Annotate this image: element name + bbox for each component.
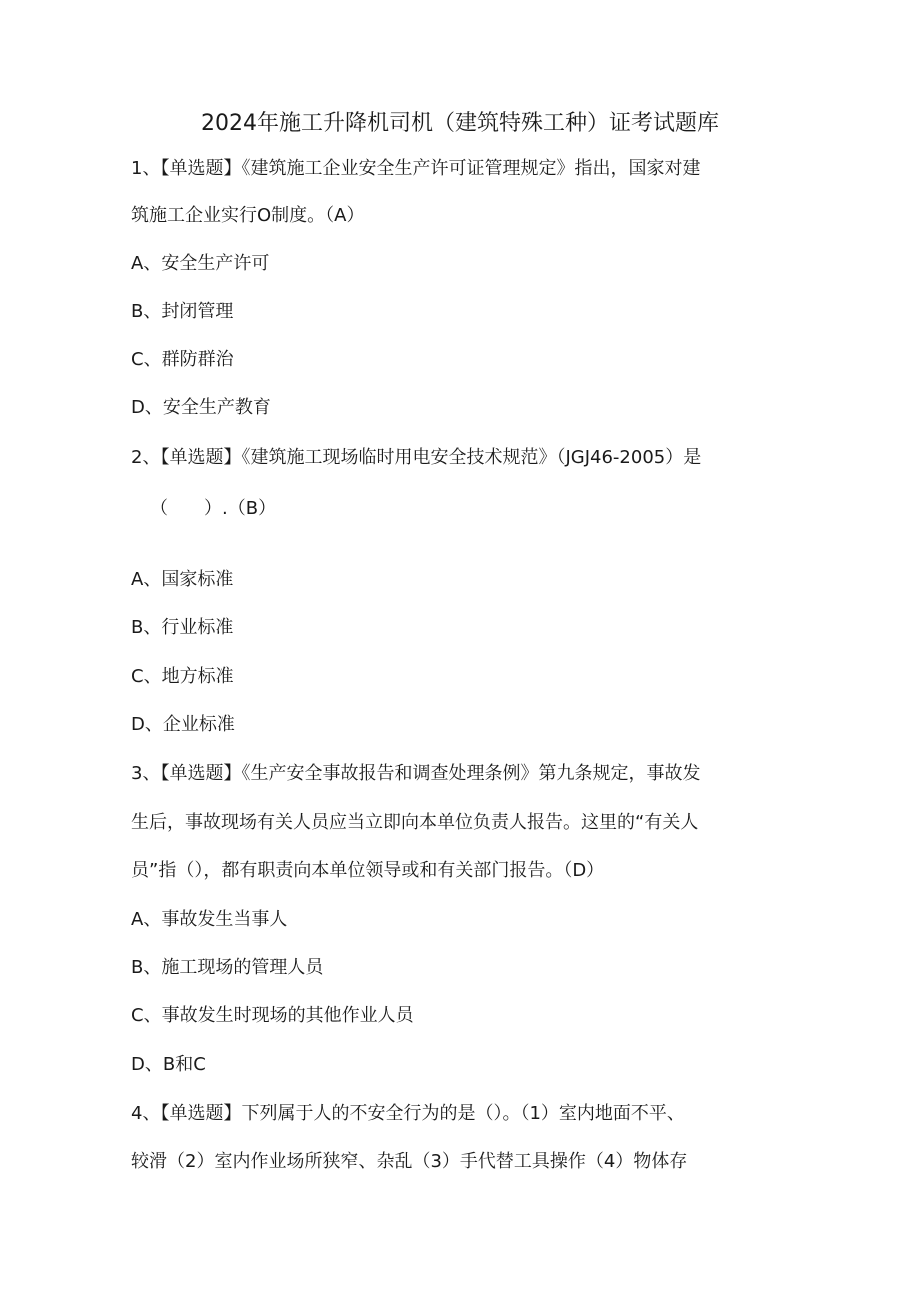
question-1-option-a: A、安全生产许可 — [131, 253, 270, 274]
question-2-option-c: C、地方标准 — [131, 666, 234, 687]
question-3-option-a: A、事故发生当事人 — [131, 909, 288, 930]
question-2-stem-line-2: （ ）.（B） — [150, 498, 277, 519]
question-1-option-d: D、安全生产教育 — [131, 397, 271, 418]
question-2-option-b: B、行业标准 — [131, 617, 234, 638]
question-1-stem-line-1: 1、【单选题】《建筑施工企业安全生产许可证管理规定》指出，国家对建 — [131, 158, 701, 179]
question-1-option-b: B、封闭管理 — [131, 301, 234, 322]
question-2-option-d: D、企业标准 — [131, 714, 235, 735]
question-3-stem-line-2: 生后，事故现场有关人员应当立即向本单位负责人报告。这里的“有关人 — [131, 812, 699, 833]
question-1-option-c: C、群防群治 — [131, 349, 234, 370]
question-1-stem-line-2: 筑施工企业实行O制度。（A） — [131, 205, 365, 226]
document-title: 2024年施工升降机司机（建筑特殊工种）证考试题库 — [201, 111, 719, 136]
question-3-option-d: D、B和C — [131, 1054, 206, 1075]
question-4-stem-line-2: 较滑（2）室内作业场所狭窄、杂乱（3）手代替工具操作（4）物体存 — [131, 1151, 688, 1172]
question-3-option-c: C、事故发生时现场的其他作业人员 — [131, 1005, 414, 1026]
question-3-stem-line-1: 3、【单选题】《生产安全事故报告和调查处理条例》第九条规定，事故发 — [131, 763, 701, 784]
question-3-option-b: B、施工现场的管理人员 — [131, 957, 324, 978]
question-3-stem-line-3: 员”指（），都有职责向本单位领导或和有关部门报告。（D） — [131, 860, 605, 881]
question-4-stem-line-1: 4、【单选题】下列属于人的不安全行为的是（）。（1）室内地面不平、 — [131, 1103, 685, 1124]
question-2-option-a: A、国家标准 — [131, 569, 234, 590]
question-2-stem-line-1: 2、【单选题】《建筑施工现场临时用电安全技术规范》（JGJ46-2005）是 — [131, 447, 702, 468]
